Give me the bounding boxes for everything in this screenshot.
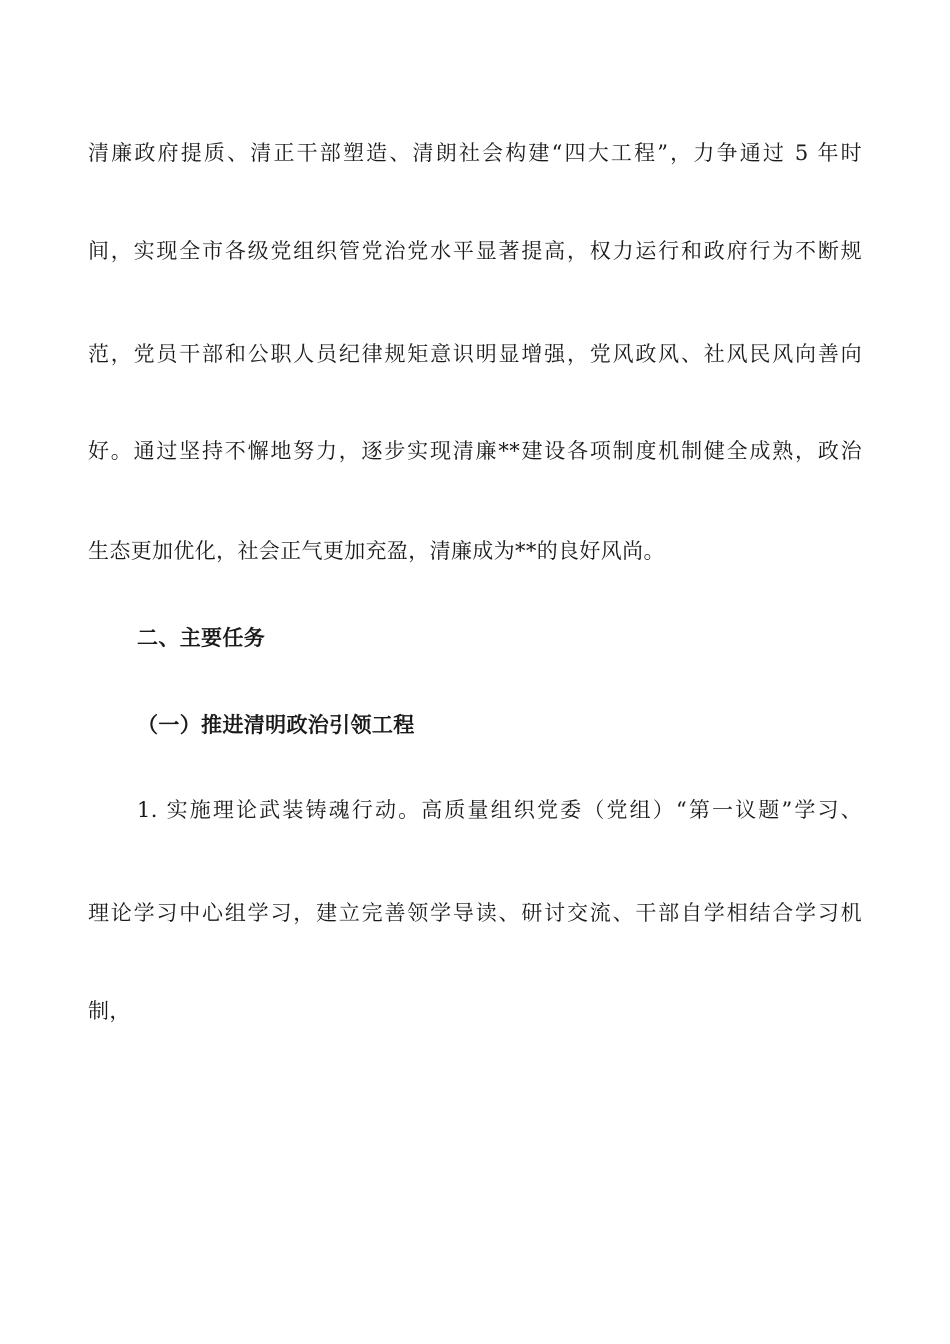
section-heading: 二、主要任务 (137, 626, 266, 650)
paragraph-line: 范，党员干部和公职人员纪律规矩意识明显增强，党风政风、社风民风向善向 (88, 342, 862, 366)
paragraph-line: 1. 实施理论武装铸魂行动。高质量组织党委（党组）“第一议题”学习、 (137, 798, 862, 822)
paragraph-line: 生态更加优化，社会正气更加充盈，清廉成为**的良好风尚。 (88, 539, 665, 563)
paragraph-line: 理论学习中心组学习，建立完善领学导读、研讨交流、干部自学相结合学习机 (88, 901, 862, 925)
paragraph-line: 好。通过坚持不懈地努力，逐步实现清廉**建设各项制度机制健全成熟，政治 (88, 439, 862, 463)
paragraph-line: 制， (88, 999, 131, 1023)
paragraph-line: 间，实现全市各级党组织管党治党水平显著提高，权力运行和政府行为不断规 (88, 239, 862, 263)
subsection-heading: （一）推进清明政治引领工程 (137, 713, 415, 737)
paragraph-line: 清廉政府提质、清正干部塑造、清朗社会构建“四大工程”，力争通过 5 年时 (88, 141, 862, 165)
